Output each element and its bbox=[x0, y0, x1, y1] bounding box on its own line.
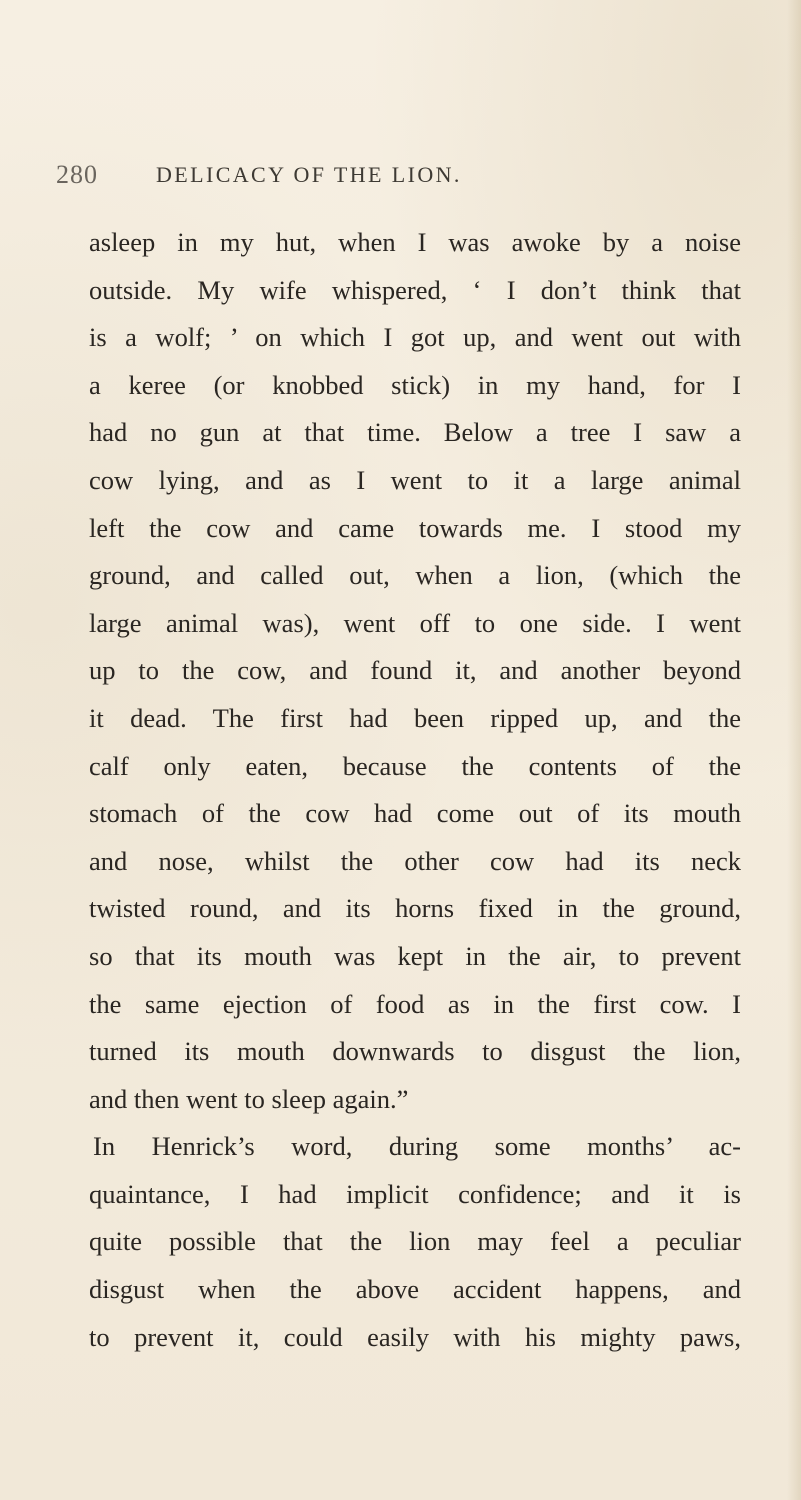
text-line: large animal was), went off to one side. I went bbox=[89, 607, 741, 638]
text-line: a keree (or knobbed stick) in my hand, for I bbox=[89, 369, 741, 400]
text-line: stomach of the cow had come out of its mouth bbox=[89, 798, 741, 829]
text-line: ground, and called out, when a lion, (which the bbox=[89, 560, 741, 591]
text-line: outside. My wife whispered, ‘ I don’t think that bbox=[89, 274, 741, 305]
text-line: had no gun at that time. Below a tree I saw a bbox=[89, 417, 741, 448]
text-line: and nose, whilst the other cow had its neck bbox=[89, 845, 741, 876]
text-line: left the cow and came towards me. I stood my bbox=[89, 512, 741, 543]
text-line: twisted round, and its horns fixed in the ground, bbox=[89, 893, 741, 924]
text-line: is a wolf; ’ on which I got up, and went out with bbox=[89, 322, 741, 353]
text-line: turned its mouth downwards to disgust the lion, bbox=[89, 1036, 741, 1067]
chapter-heading: DELICACY OF THE LION. bbox=[156, 162, 462, 187]
text-line: calf only eaten, because the contents of the bbox=[89, 750, 741, 781]
text-line: In Henrick’s word, during some months’ ac- bbox=[93, 1131, 741, 1162]
text-line: up to the cow, and found it, and another beyond bbox=[89, 655, 741, 686]
text-line: the same ejection of food as in the first cow. I bbox=[89, 988, 741, 1019]
text-line: quite possible that the lion may feel a peculiar bbox=[89, 1226, 741, 1257]
text-line: to prevent it, could easily with his mighty paws, bbox=[89, 1321, 741, 1352]
page-number: 280 bbox=[56, 160, 98, 189]
text-line: and then went to sleep again.” bbox=[89, 1083, 409, 1114]
text-line: cow lying, and as I went to it a large animal bbox=[89, 464, 741, 495]
text-line: quaintance, I had implicit confidence; and it is bbox=[89, 1178, 741, 1209]
text-line: so that its mouth was kept in the air, to prevent bbox=[89, 940, 741, 971]
body-text bbox=[89, 219, 741, 1361]
page-edge-shadow bbox=[787, 0, 801, 1500]
text-line: disgust when the above accident happens, and bbox=[89, 1274, 741, 1305]
text-line: it dead. The first had been ripped up, and the bbox=[89, 702, 741, 733]
text-line: asleep in my hut, when I was awoke by a noise bbox=[89, 227, 741, 257]
running-head bbox=[56, 160, 746, 192]
